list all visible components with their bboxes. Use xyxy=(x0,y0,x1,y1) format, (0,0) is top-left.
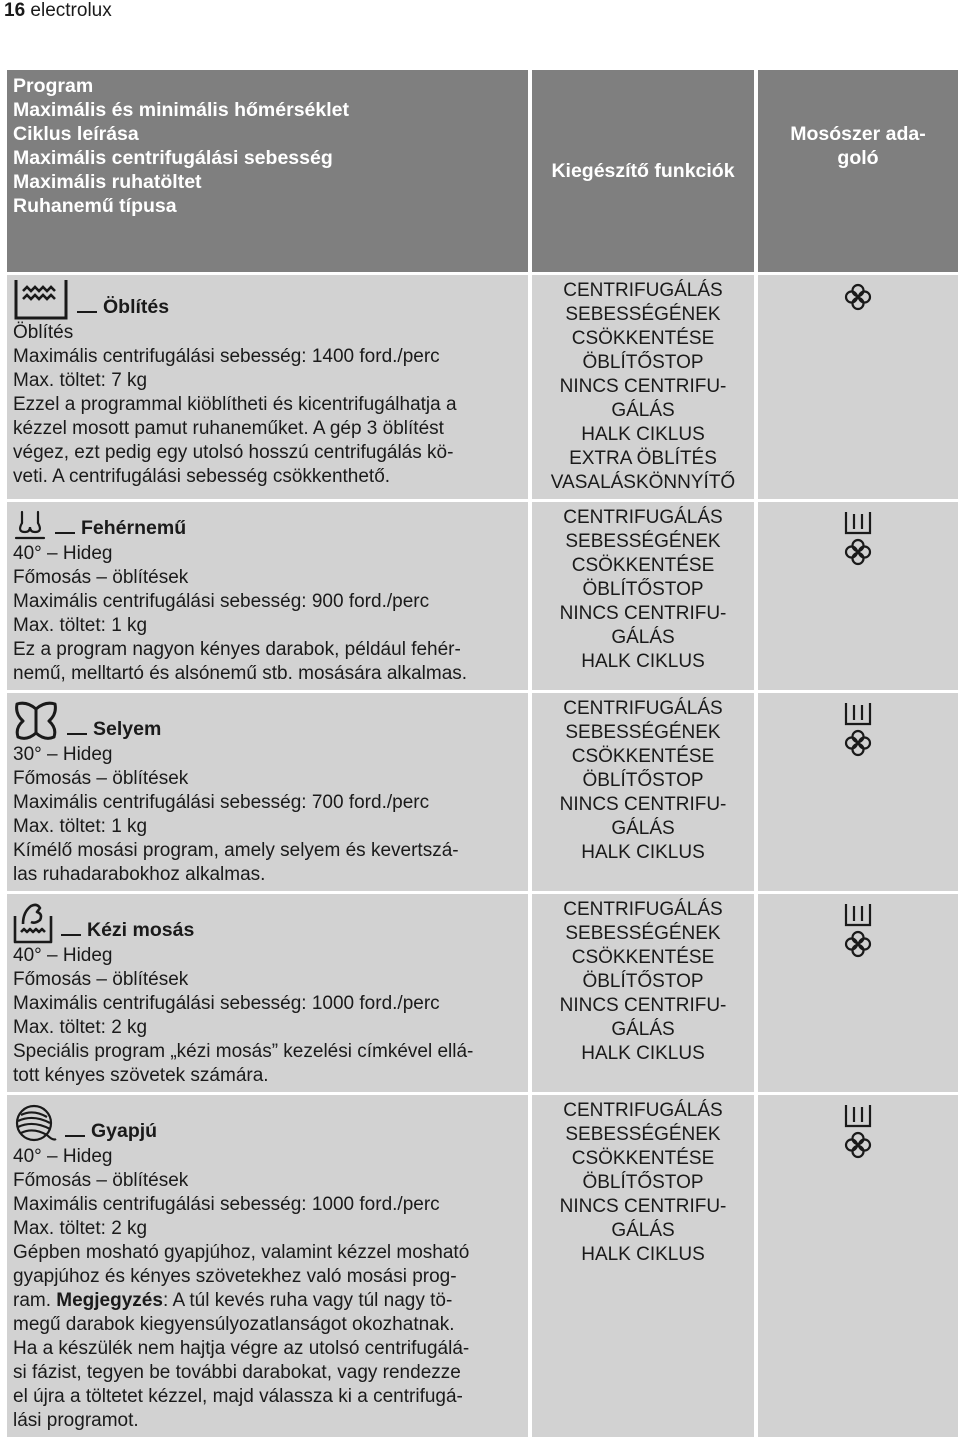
table-row xyxy=(7,894,958,1092)
option-line: HALK CIKLUS xyxy=(581,1043,705,1064)
option-line: CSÖKKENTÉSE xyxy=(571,1148,715,1169)
program-title xyxy=(13,1099,522,1145)
detergent-cell xyxy=(758,693,958,891)
description-line: lási programot. xyxy=(13,1410,139,1431)
softener-compartment-icon xyxy=(844,729,872,757)
option-line: CENTRIFUGÁLÁS xyxy=(563,1100,723,1121)
description-line: Max. töltet: 1 kg xyxy=(13,615,148,636)
program-table xyxy=(3,67,960,1440)
program-name: Gyapjú xyxy=(91,1120,158,1142)
program-name: Kézi mosás xyxy=(87,919,195,941)
description-line: Maximális centrifugálási sebesség: 1400 ford./perc xyxy=(13,346,440,367)
option-line: SEBESSÉGÉNEK xyxy=(565,722,721,743)
softener-compartment-icon xyxy=(844,283,872,311)
option-line: NINCS CENTRIFU- xyxy=(559,995,727,1016)
options-cell xyxy=(532,693,754,891)
detergent-cell xyxy=(758,1095,958,1437)
option-line: ÖBLÍTŐSTOP xyxy=(582,352,704,373)
table-row xyxy=(7,1095,958,1437)
option-line: GÁLÁS xyxy=(611,818,675,839)
options-cell xyxy=(532,1095,754,1437)
option-line: CSÖKKENTÉSE xyxy=(571,746,715,767)
option-line: ÖBLÍTŐSTOP xyxy=(582,770,704,791)
note-line xyxy=(13,1289,522,1313)
option-line: HALK CIKLUS xyxy=(581,1244,705,1265)
option-line: SEBESSÉGÉNEK xyxy=(565,1124,721,1145)
description-line: megű darabok kiegyensúlyozatlanságot okozhatnak. xyxy=(13,1314,455,1335)
header-line: Ciklus leírása xyxy=(13,123,139,145)
page-header xyxy=(4,0,112,22)
description-line: Maximális centrifugálási sebesség: 700 ford./perc xyxy=(13,792,430,813)
brand-name: electrolux xyxy=(30,0,112,21)
program-name: Selyem xyxy=(93,718,162,740)
header-line: Maximális ruhatöltet xyxy=(13,171,202,193)
lingerie-icon xyxy=(13,510,47,542)
table-row xyxy=(7,502,958,690)
description-line: nemű, melltartó és alsónemű stb. mosására alkalmas. xyxy=(13,663,468,684)
main-wash-compartment-icon xyxy=(843,1103,873,1129)
description-line: Maximális centrifugálási sebesség: 900 ford./perc xyxy=(13,591,430,612)
option-line: GÁLÁS xyxy=(611,1019,675,1040)
options-cell xyxy=(532,894,754,1092)
option-line: CSÖKKENTÉSE xyxy=(571,947,715,968)
main-wash-compartment-icon xyxy=(843,902,873,928)
note-text: : A túl kevés ruha vagy túl nagy tö- xyxy=(162,1290,453,1311)
description-line: si fázist, tegyen be további darabokat, vagy rendezze xyxy=(13,1362,461,1383)
option-line: EXTRA ÖBLÍTÉS xyxy=(569,448,717,469)
program-description xyxy=(7,693,528,891)
description-line: Főmosás – öblítések xyxy=(13,969,189,990)
program-name: Fehérnemű xyxy=(81,517,187,539)
description-line: las ruhadarabokhoz alkalmas. xyxy=(13,864,266,885)
header-line: Ruhanemű típusa xyxy=(13,195,177,217)
description-line: veti. A centrifugálási sebesség csökkenthető. xyxy=(13,466,391,487)
softener-compartment-icon xyxy=(844,538,872,566)
description-line: kézzel mosott pamut ruhaneműket. A gép 3 öblítést xyxy=(13,418,444,439)
detergent-cell xyxy=(758,894,958,1092)
option-line: CSÖKKENTÉSE xyxy=(571,555,715,576)
detergent-cell xyxy=(758,502,958,690)
table-row xyxy=(7,693,958,891)
description-line: el újra a töltetet kézzel, majd válassza ki a centrifugá- xyxy=(13,1386,463,1407)
header-line: Maximális centrifugálási sebesség xyxy=(13,147,333,169)
dash xyxy=(65,1135,85,1137)
description-line: tott kényes szövetek számára. xyxy=(13,1065,269,1086)
description-line: Kímélő mosási program, amely selyem és kevertszá- xyxy=(13,840,459,861)
header-options-label: Kiegészítő funkciók xyxy=(551,160,735,182)
softener-compartment-icon xyxy=(844,930,872,958)
description-line: Ha a készülék nem hajtja végre az utolsó centrifugálá- xyxy=(13,1338,470,1359)
option-line: CENTRIFUGÁLÁS xyxy=(563,280,723,301)
option-line: CENTRIFUGÁLÁS xyxy=(563,507,723,528)
note-label: Megjegyzés xyxy=(56,1290,163,1311)
rinse-icon xyxy=(13,277,69,321)
dash xyxy=(61,934,81,936)
description-line: Ez a program nagyon kényes darabok, például fehér- xyxy=(13,639,461,660)
header-line: goló xyxy=(837,147,879,169)
hand-wash-icon xyxy=(13,902,53,944)
table-row xyxy=(7,275,958,499)
option-line: ÖBLÍTŐSTOP xyxy=(582,1172,704,1193)
option-line: SEBESSÉGÉNEK xyxy=(565,923,721,944)
option-line: ÖBLÍTŐSTOP xyxy=(582,579,704,600)
description-line: 30° – Hideg xyxy=(13,744,113,765)
program-title xyxy=(13,279,522,321)
table-header-row xyxy=(7,70,958,272)
description-line: Maximális centrifugálási sebesség: 1000 ford./perc xyxy=(13,1194,440,1215)
program-title xyxy=(13,697,522,743)
description-line: 40° – Hideg xyxy=(13,945,113,966)
wool-icon xyxy=(13,1103,57,1145)
softener-compartment-icon xyxy=(844,1131,872,1159)
option-line: HALK CIKLUS xyxy=(581,424,705,445)
description-line: Speciális program „kézi mosás” kezelési címkével ellá- xyxy=(13,1041,474,1062)
header-options xyxy=(532,70,754,272)
option-line: GÁLÁS xyxy=(611,1220,675,1241)
description-line: Max. töltet: 1 kg xyxy=(13,816,148,837)
description-line: gyapjúhoz és kényes szövetekhez való mosási prog- xyxy=(13,1266,457,1287)
option-line: SEBESSÉGÉNEK xyxy=(565,304,721,325)
header-detergent xyxy=(758,70,958,272)
header-program xyxy=(7,70,528,272)
main-wash-compartment-icon xyxy=(843,510,873,536)
description-line: Főmosás – öblítések xyxy=(13,1170,189,1191)
description-line: 40° – Hideg xyxy=(13,1146,113,1167)
program-description xyxy=(7,502,528,690)
option-line: NINCS CENTRIFU- xyxy=(559,376,727,397)
description-line: Gépben mosható gyapjúhoz, valamint kézzel mosható xyxy=(13,1242,470,1263)
option-line: CENTRIFUGÁLÁS xyxy=(563,899,723,920)
option-line: ÖBLÍTŐSTOP xyxy=(582,971,704,992)
option-line: HALK CIKLUS xyxy=(581,842,705,863)
option-line: NINCS CENTRIFU- xyxy=(559,794,727,815)
dash xyxy=(55,532,75,534)
description-line: végez, ezt pedig egy utolsó hosszú centrifugálás kö- xyxy=(13,442,454,463)
options-cell xyxy=(532,502,754,690)
note-prefix: ram. xyxy=(13,1290,57,1311)
option-line: GÁLÁS xyxy=(611,400,675,421)
description-line: Maximális centrifugálási sebesség: 1000 ford./perc xyxy=(13,993,440,1014)
option-line: SEBESSÉGÉNEK xyxy=(565,531,721,552)
description-line: Max. töltet: 7 kg xyxy=(13,370,148,391)
header-line: Program xyxy=(13,75,94,97)
option-line: NINCS CENTRIFU- xyxy=(559,1196,727,1217)
option-line: NINCS CENTRIFU- xyxy=(559,603,727,624)
program-name: Öblítés xyxy=(103,296,170,318)
program-title xyxy=(13,506,522,542)
header-line: Maximális és minimális hőmérséklet xyxy=(13,99,349,121)
program-description xyxy=(7,275,528,499)
option-line: CSÖKKENTÉSE xyxy=(571,328,715,349)
header-line: Mosószer ada- xyxy=(790,123,926,145)
dash xyxy=(77,311,97,313)
option-line: HALK CIKLUS xyxy=(581,651,705,672)
description-line: Max. töltet: 2 kg xyxy=(13,1218,148,1239)
description-line: Ezzel a programmal kiöblítheti és kicentrifugálhatja a xyxy=(13,394,457,415)
options-cell xyxy=(532,275,754,499)
description-line: 40° – Hideg xyxy=(13,543,113,564)
option-line: VASALÁSKÖNNYÍTŐ xyxy=(550,472,736,493)
description-line: Max. töltet: 2 kg xyxy=(13,1017,148,1038)
program-description xyxy=(7,1095,528,1437)
dash xyxy=(67,733,87,735)
program-description xyxy=(7,894,528,1092)
silk-icon xyxy=(13,701,59,743)
detergent-cell xyxy=(758,275,958,499)
description-line: Főmosás – öblítések xyxy=(13,567,189,588)
description-line: Öblítés xyxy=(13,322,74,343)
program-title xyxy=(13,898,522,944)
page-number: 16 xyxy=(4,0,26,21)
option-line: GÁLÁS xyxy=(611,627,675,648)
description-line: Főmosás – öblítések xyxy=(13,768,189,789)
main-wash-compartment-icon xyxy=(843,701,873,727)
option-line: CENTRIFUGÁLÁS xyxy=(563,698,723,719)
